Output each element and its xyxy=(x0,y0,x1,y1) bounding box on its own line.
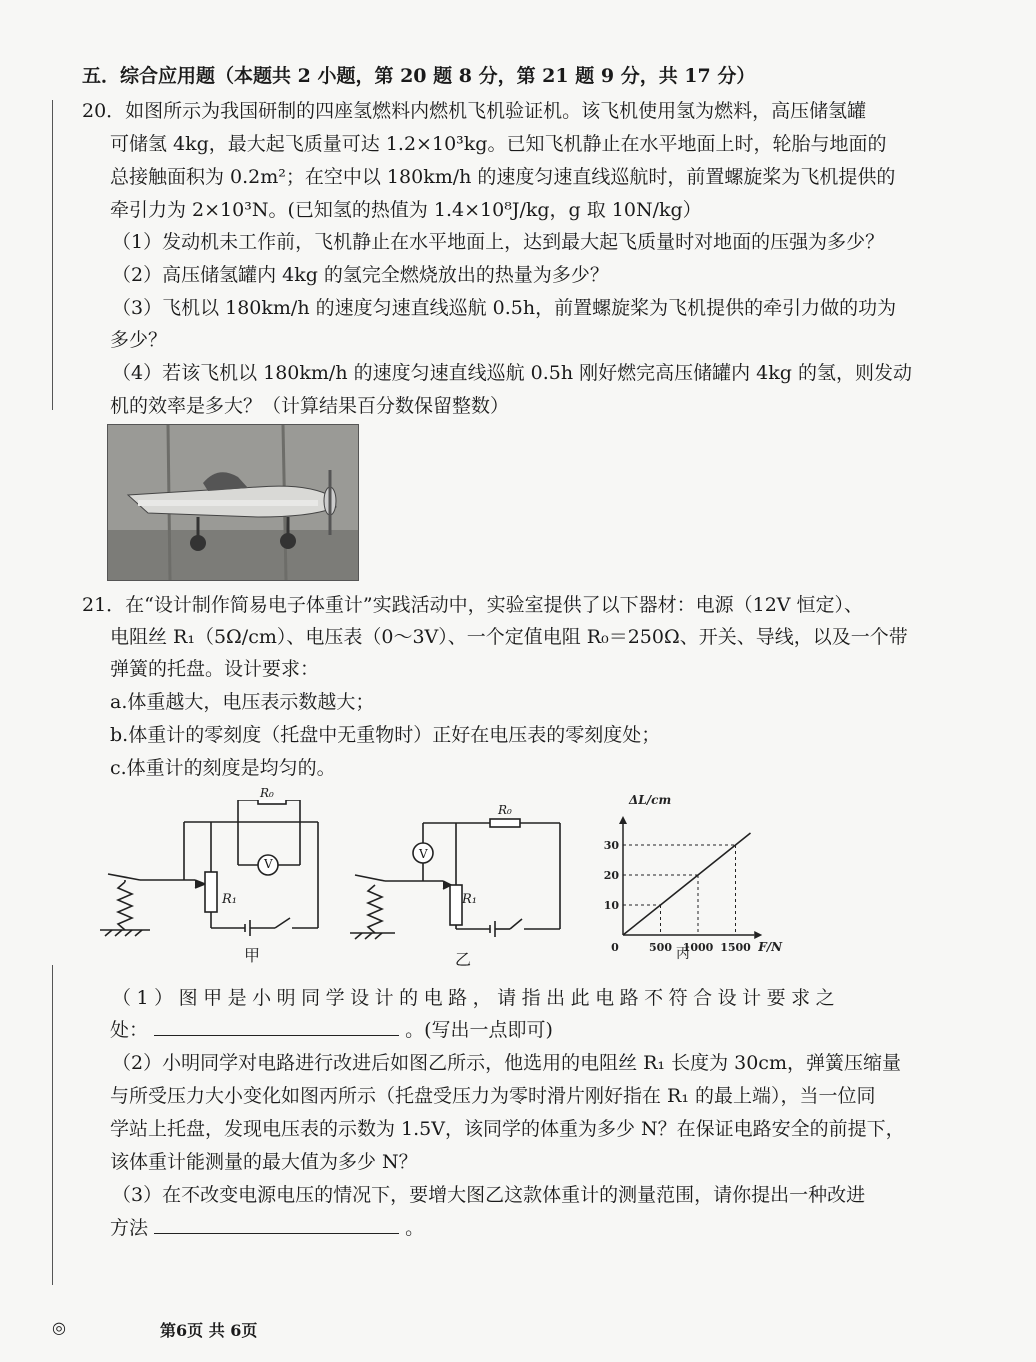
answer-blank-2[interactable] xyxy=(154,1213,399,1234)
margin-rule xyxy=(52,965,53,1285)
figure-label-jia: 甲 xyxy=(244,946,261,965)
y-tick-label-1: 20 xyxy=(603,869,619,882)
q20-sub4-cont: 机的效率是多大？（计算结果百分数保留整数） xyxy=(110,395,510,417)
x-axis-arrow xyxy=(754,931,762,939)
jia-r0-label: R₀ xyxy=(260,786,274,800)
q21-sub2-line-1: （2）小明同学对电路进行改进后如图乙所示，他选用的电阻丝 R₁ 长度为 30cm，弹簧压缩量 xyxy=(112,1052,901,1074)
q21-sub1-b-prefix: 处： xyxy=(110,1019,149,1041)
q21-line-1: 21．在“设计制作简易电子体重计”实践活动中，实验室提供了以下器材：电源（12V 恒定）、 xyxy=(82,594,864,616)
q21-sub1-a: （1）图甲是小明同学设计的电路，请指出此电路不符合设计要求之 xyxy=(112,987,841,1009)
q20-line-1: 20．如图所示为我国研制的四座氢燃料内燃机飞机验证机。该飞机使用氢为燃料，高压储氢罐 xyxy=(82,100,867,122)
q20-line-4: 牵引力为 2×10³N。(已知氢的热值为 1.4×10⁸J/kg，g 取 10N/kg） xyxy=(110,199,702,221)
q21-req-b: b.体重计的零刻度（托盘中无重物时）正好在电压表的零刻度处； xyxy=(110,724,661,746)
jia-voltmeter-label: V xyxy=(264,857,273,871)
figure-label-bing: 丙 xyxy=(676,946,690,962)
q20-sub3: （3）飞机以 180km/h 的速度匀速直线巡航 0.5h，前置螺旋桨为飞机提供的牵引力做的功为 xyxy=(112,297,897,319)
q21-sub2-line-2: 与所受压力大小变化如图丙所示（托盘受压力为零时滑片刚好指在 R₁ 的最上端），当一位同 xyxy=(110,1085,876,1107)
q21-sub1-b xyxy=(110,1014,553,1046)
x-tick-label-0: 0 xyxy=(611,941,619,954)
y-tick-label-2: 30 xyxy=(603,839,619,852)
circuit-diagram-jia xyxy=(100,800,330,970)
q21-line-3: 弹簧的托盘。设计要求： xyxy=(110,658,320,680)
section-header: 五．综合应用题（本题共 2 小题，第 20 题 8 分，第 21 题 9 分，共 17 分） xyxy=(82,65,756,87)
footer-mark: ◎ xyxy=(52,1318,66,1337)
yi-voltmeter-label: V xyxy=(419,847,428,861)
q20-sub2: （2）高压储氢罐内 4kg 的氢完全燃烧放出的热量为多少？ xyxy=(112,264,609,286)
x-axis-label: F/N xyxy=(758,940,783,954)
figure-label-yi: 乙 xyxy=(455,950,472,969)
y-axis-label: ΔL/cm xyxy=(629,793,672,807)
answer-blank-1[interactable] xyxy=(154,1015,399,1036)
q21-sub3-b-suffix: 。 xyxy=(405,1217,425,1239)
y-tick-label-0: 10 xyxy=(603,899,619,912)
graph-bing xyxy=(598,790,798,965)
margin-rule xyxy=(52,100,53,410)
page-number: 第6页 共 6页 xyxy=(160,1321,258,1340)
aircraft-photo xyxy=(107,424,359,581)
q21-sub3-a: （3）在不改变电源电压的情况下，要增大图乙这款体重计的测量范围，请你提出一种改进 xyxy=(112,1184,866,1206)
yi-r0-label: R₀ xyxy=(498,803,512,817)
q20-sub4: （4）若该飞机以 180km/h 的速度匀速直线巡航 0.5h 刚好燃完高压储罐内 4kg 的氢，则发动 xyxy=(112,362,912,384)
x-tick-label-3: 1500 xyxy=(720,941,751,954)
q21-line-2: 电阻丝 R₁（5Ω/cm）、电压表（0～3V）、一个定值电阻 R₀＝250Ω、开关、导线，以及一个带 xyxy=(110,626,908,648)
circuit-diagram-yi xyxy=(350,805,570,945)
q20-line-3: 总接触面积为 0.2m²；在空中以 180km/h 的速度匀速直线巡航时，前置螺旋桨为飞机提供的 xyxy=(110,166,896,188)
q20-sub3-cont: 多少？ xyxy=(110,329,168,351)
q21-req-c: c.体重计的刻度是均匀的。 xyxy=(110,757,336,779)
q21-sub3-b xyxy=(110,1212,424,1244)
q20-sub1: （1）发动机未工作前，飞机静止在水平地面上，达到最大起飞质量时对地面的压强为多少？ xyxy=(112,231,885,253)
q21-sub1-b-suffix: 。(写出一点即可) xyxy=(405,1019,553,1041)
q21-sub2-line-3: 学站上托盘，发现电压表的示数为 1.5V，该同学的体重为多少 N？在保证电路安全的前提下， xyxy=(110,1118,905,1140)
series-line xyxy=(623,833,751,935)
x-tick-label-1: 500 xyxy=(649,941,672,954)
yi-r1-label: R₁ xyxy=(462,892,477,907)
x-tick-label-2: 1000 xyxy=(682,941,714,954)
jia-r1-label: R₁ xyxy=(222,892,237,907)
q21-sub3-b-prefix: 方法 xyxy=(110,1217,149,1239)
q21-sub2-line-4: 该体重计能测量的最大值为多少 N？ xyxy=(110,1151,418,1173)
q20-line-2: 可储氢 4kg，最大起飞质量可达 1.2×10³kg。已知飞机静止在水平地面上时，轮胎与地面的 xyxy=(110,133,887,155)
q21-req-a: a.体重越大，电压表示数越大； xyxy=(110,691,375,713)
y-axis-arrow xyxy=(619,816,627,824)
